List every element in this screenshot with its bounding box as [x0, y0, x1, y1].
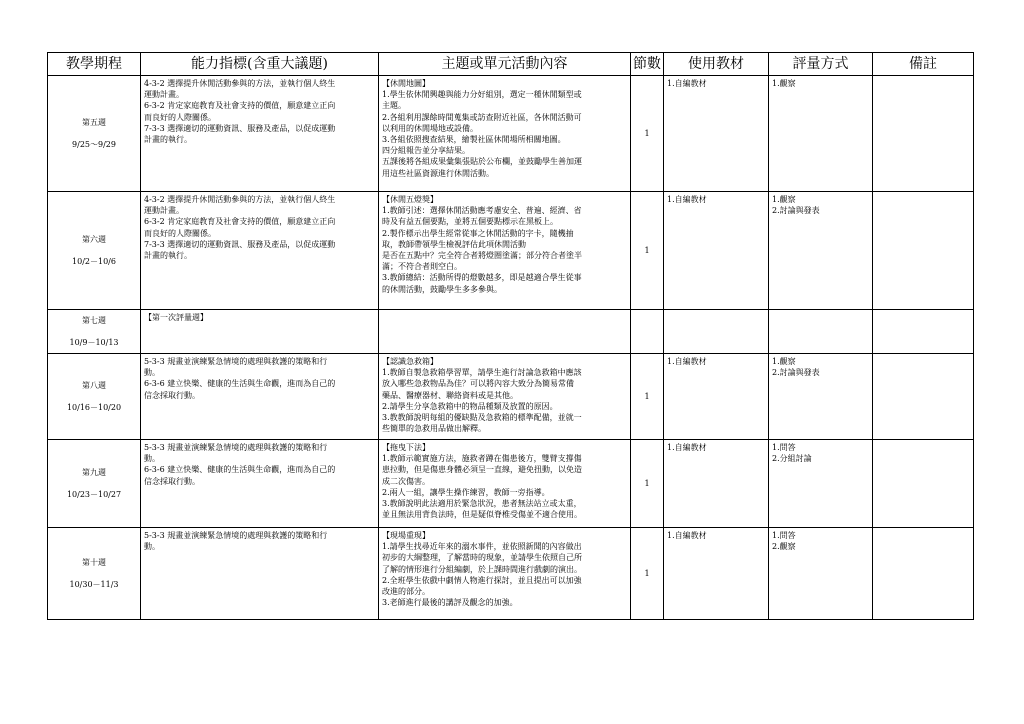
week-label: 第八週: [82, 381, 106, 391]
indicators-cell: [141, 354, 379, 440]
week-label: 第九週: [82, 468, 106, 478]
material-item: 1.自編教材: [667, 357, 707, 366]
content-line: 1.教師自製急救箱學習單，請學生進行討論急救箱中應該: [382, 368, 582, 378]
week-label: 第七週: [82, 316, 106, 326]
assessment-item: 1.觀察: [772, 195, 796, 204]
content-cell: [379, 76, 631, 192]
content-line: 成二次傷害。: [382, 476, 430, 486]
content-line: 1.請學生找尋近年來的溺水事件，並依照新聞的內容做出: [382, 542, 582, 552]
indicator-line: 4-3-2 選擇提升休閒活動參與的方法，並執行個人終生: [144, 195, 336, 204]
indicator-line: 7-3-3 選擇適切的運動資訊、服務及產品，以促成運動: [144, 239, 336, 249]
assessment-cell: [769, 192, 873, 310]
indicator-line: 計畫的執行。: [144, 251, 192, 261]
content-line: 1.教師示範實施方法，施救者蹲在傷患後方，雙臂支撐傷: [382, 454, 582, 464]
content-line: 是否在五點中？完全符合者將燈圈塗滿；部分符合者塗半: [382, 251, 582, 261]
material-item: 1.自編教材: [667, 195, 707, 204]
assessment-item: 1.觀察: [772, 79, 796, 88]
content-line: 藥品、醫療器材、聯絡資料或是其他。: [382, 390, 518, 400]
indicator-line: 6-3-2 肯定家庭教育及社會支持的價值，願意建立正向: [144, 217, 336, 227]
table-row: [48, 440, 974, 528]
content-line: 初步的大綱整理，了解當時的現象，並請學生依照自己所: [382, 553, 582, 563]
table-body: [48, 76, 974, 620]
week-label: 第十週: [82, 558, 106, 568]
materials-cell: [664, 354, 769, 440]
content-line: 四分組報告並分享結果。: [382, 146, 470, 156]
notes-cell: [873, 192, 974, 310]
content-cell: [379, 310, 631, 354]
content-line: 取，教師帶領學生檢視評估此項休閒活動: [382, 239, 526, 249]
notes-cell: [873, 76, 974, 192]
content-line: 2.全班學生依戲中劇情人物進行探討，並且提出可以加強: [382, 575, 582, 585]
content-line: 放入哪些急救物品為佳？可以將內容大致分為簡易常備: [382, 379, 574, 389]
content-line: 3.各組依照搜查結果，繪製社區休閒場所相關地圖。: [382, 135, 566, 145]
content-line: 【拖曳下法】: [382, 443, 430, 452]
indicators-cell: [141, 528, 379, 620]
assessment-cell: [769, 310, 873, 354]
lesson-count: 1: [644, 128, 650, 138]
materials-cell: [664, 310, 769, 354]
content-line: 【現場重現】: [382, 531, 430, 540]
indicator-line: 6-3-2 肯定家庭教育及社會支持的價值，願意建立正向: [144, 101, 336, 111]
content-cell: [379, 528, 631, 620]
content-line: 3.教師總結：活動所得的燈數越多，即是越適合學生從事: [382, 273, 582, 283]
materials-cell: [664, 528, 769, 620]
header-notes: 備註: [873, 53, 974, 76]
indicator-line: 7-3-3 選擇適切的運動資訊、服務及產品，以促成運動: [144, 123, 336, 133]
content-line: 五課後將各組成果彙集張貼於公布欄，並鼓勵學生善加運: [382, 157, 582, 167]
week-cell: [48, 528, 141, 620]
week-cell: [48, 310, 141, 354]
table-row: [48, 528, 974, 620]
indicator-line: 動。: [144, 542, 160, 552]
indicators-cell: [141, 310, 379, 354]
week-dates: 10/30－11/3: [69, 579, 119, 589]
week-dates: 10/9－10/13: [69, 337, 119, 347]
table-header-row: [48, 53, 974, 76]
week-cell: [48, 354, 141, 440]
material-item: 1.自編教材: [667, 531, 707, 540]
header-content: 主題或單元活動內容: [379, 53, 631, 76]
table-row: [48, 354, 974, 440]
content-line: 時及有益五個要點，並將五個要點標示在黑板上。: [382, 217, 558, 227]
content-cell: [379, 192, 631, 310]
content-line: 2.兩人一組，讓學生操作練習，教師一旁指導。: [382, 487, 550, 497]
indicator-line: 4-3-2 選擇提升休閒活動參與的方法，並執行個人終生: [144, 79, 336, 88]
lesson-count: 1: [644, 568, 650, 578]
header-count: 節數: [631, 53, 664, 76]
indicator-line: 而良好的人際關係。: [144, 228, 216, 238]
content-line: 【認識急救箱】: [382, 357, 438, 366]
content-line: 了解的情形進行分組編劇，於上課時間進行戲劇的演出。: [382, 564, 582, 574]
notes-cell: [873, 440, 974, 528]
material-item: 1.自編教材: [667, 443, 707, 452]
indicator-line: 6-3-6 建立快樂、健康的生活與生命觀，進而為自己的: [144, 379, 336, 389]
header-indicators: 能力指標(含重大議題): [141, 53, 379, 76]
week-dates: 10/23－10/27: [66, 489, 122, 499]
indicator-line: 動。: [144, 368, 160, 378]
materials-cell: [664, 440, 769, 528]
indicator-line: 運動計畫。: [144, 206, 184, 216]
assessment-item: 2.分組討論: [772, 454, 812, 464]
indicator-line: 6-3-6 建立快樂、健康的生活與生命觀，進而為自己的: [144, 465, 336, 475]
assessment-cell: [769, 76, 873, 192]
content-line: 的休閒活動，鼓勵學生多多參與。: [382, 284, 502, 294]
week-cell: [48, 440, 141, 528]
header-assessment: 評量方式: [769, 53, 873, 76]
notes-cell: [873, 310, 974, 354]
lesson-count: 1: [644, 478, 650, 488]
assessment-item: 2.討論與發表: [772, 368, 820, 378]
count-cell: [631, 354, 664, 440]
content-line: 2.請學生分享急救箱中的物品種類及放置的原因。: [382, 401, 558, 411]
content-line: 以利用的休閒場地或設備。: [382, 123, 478, 133]
week-cell: [48, 76, 141, 192]
content-line: 患拉動，但是傷患身體必須呈一直線，避免扭動，以免造: [382, 465, 582, 475]
indicators-cell: [141, 192, 379, 310]
lesson-count: 1: [644, 391, 650, 401]
notes-cell: [873, 528, 974, 620]
indicators-cell: [141, 76, 379, 192]
table-row: [48, 310, 974, 354]
count-cell: [631, 528, 664, 620]
table-row: [48, 192, 974, 310]
content-line: 3.教教師說明每組的優缺點及急救箱的標準配備，並就一: [382, 413, 582, 423]
indicator-line: 【第一次評量週】: [144, 313, 208, 322]
count-cell: [631, 192, 664, 310]
materials-cell: [664, 192, 769, 310]
content-line: 2.各組利用課餘時間蒐集或訪查附近社區，各休閒活動可: [382, 112, 582, 122]
indicator-line: 5-3-3 規畫並演練緊急情境的處理與救護的策略和行: [144, 357, 328, 366]
assessment-cell: [769, 354, 873, 440]
assessment-item: 1.問答: [772, 443, 796, 452]
indicator-line: 而良好的人際關係。: [144, 112, 216, 122]
content-line: 些簡單的急救用品做出解釋。: [382, 424, 486, 434]
assessment-cell: [769, 440, 873, 528]
content-line: 2.製作標示出學生經常從事之休閒活動的字卡，隨機抽: [382, 228, 574, 238]
week-dates: 9/25～9/29: [72, 139, 116, 149]
content-line: 並且無法用背負法時，但是疑似脊椎受傷並不適合使用。: [382, 510, 582, 520]
content-line: 改進的部分。: [382, 587, 430, 597]
content-line: 主題。: [382, 101, 406, 111]
indicator-line: 運動計畫。: [144, 90, 184, 100]
table-row: [48, 76, 974, 192]
week-label: 第六週: [82, 235, 106, 245]
assessment-item: 1.觀察: [772, 357, 796, 366]
lesson-plan-table: [47, 52, 974, 620]
assessment-cell: [769, 528, 873, 620]
content-line: 3.教師說明此法適用於緊急狀況，患者無法站立或太重，: [382, 499, 582, 509]
notes-cell: [873, 354, 974, 440]
count-cell: [631, 440, 664, 528]
content-line: 3.老師進行最後的講評及觀念的加強。: [382, 598, 518, 608]
content-cell: [379, 440, 631, 528]
header-period: 教學期程: [48, 53, 141, 76]
content-line: 【休閒五燈獎】: [382, 195, 438, 204]
content-cell: [379, 354, 631, 440]
lesson-count: 1: [644, 245, 650, 255]
indicator-line: 動。: [144, 454, 160, 464]
assessment-item: 2.觀察: [772, 542, 796, 552]
week-cell: [48, 192, 141, 310]
indicator-line: 信念採取行動。: [144, 390, 200, 400]
assessment-item: 2.討論與發表: [772, 206, 820, 216]
materials-cell: [664, 76, 769, 192]
header-materials: 使用教材: [664, 53, 769, 76]
content-line: 【休閒地圖】: [382, 79, 430, 88]
count-cell: [631, 310, 664, 354]
content-line: 用這些社區資源進行休閒活動。: [382, 168, 494, 178]
indicator-line: 5-3-3 規畫並演練緊急情境的處理與救護的策略和行: [144, 531, 328, 540]
content-line: 滿；不符合者則空白。: [382, 262, 462, 272]
assessment-item: 1.問答: [772, 531, 796, 540]
indicator-line: 5-3-3 規畫並演練緊急情境的處理與救護的策略和行: [144, 443, 328, 452]
indicator-line: 計畫的執行。: [144, 135, 192, 145]
content-line: 1.學生依休閒興趣與能力分好組別，選定一種休閒類型或: [382, 90, 582, 100]
week-dates: 10/2－10/6: [72, 256, 116, 266]
indicators-cell: [141, 440, 379, 528]
count-cell: [631, 76, 664, 192]
indicator-line: 信念採取行動。: [144, 476, 200, 486]
week-label: 第五週: [82, 118, 106, 128]
week-dates: 10/16－10/20: [66, 402, 122, 412]
content-line: 1.教師引述：選擇休閒活動應考慮安全、普遍、經濟、省: [382, 206, 582, 216]
material-item: 1.自編教材: [667, 79, 707, 88]
